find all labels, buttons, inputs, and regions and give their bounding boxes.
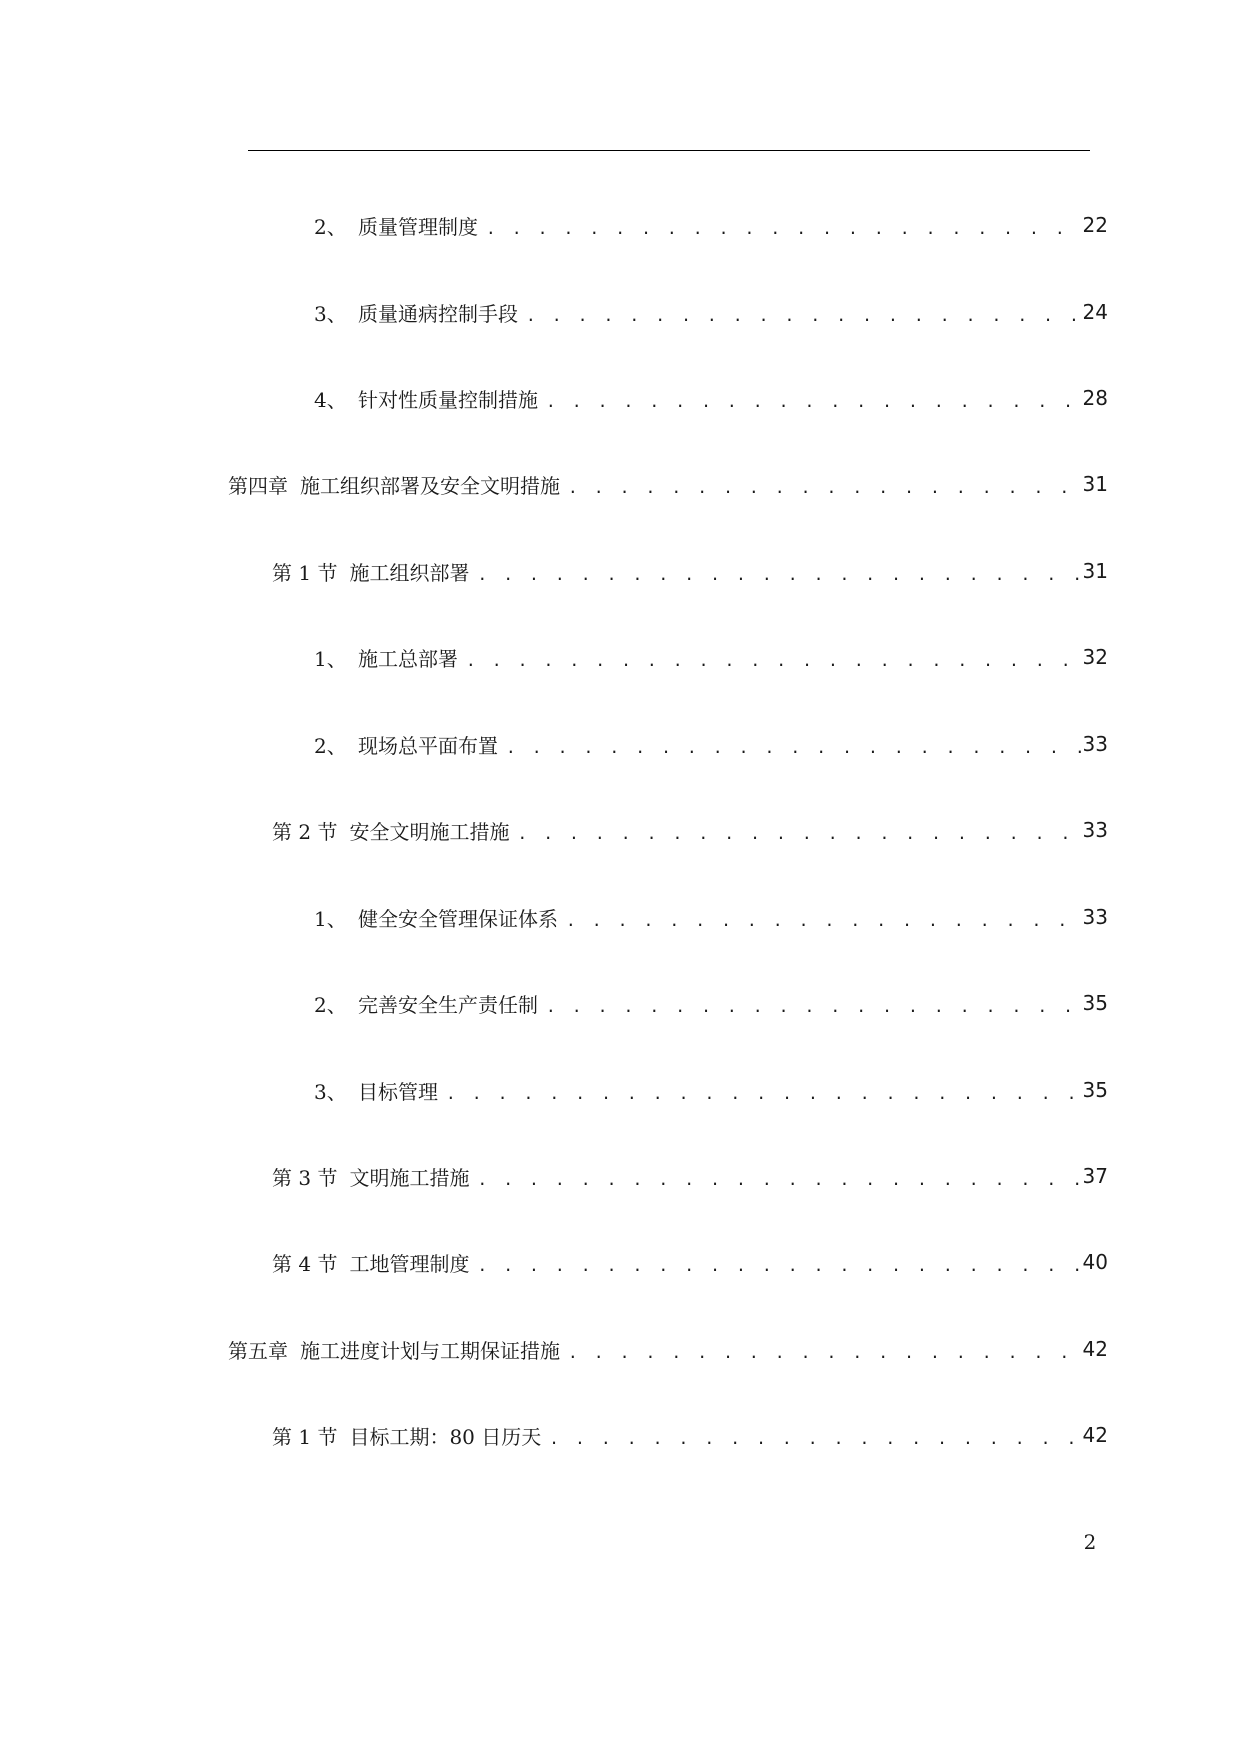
toc-entry-title: 质量管理制度 <box>358 214 478 239</box>
toc-dot-leader <box>446 1078 1081 1103</box>
toc-section-title: 文明施工措施 <box>349 1165 470 1190</box>
toc-dot-leader <box>506 732 1081 757</box>
toc-dot-leader <box>568 472 1081 497</box>
toc-chapter-number: 第五章 <box>228 1338 288 1363</box>
toc-entry-title: 现场总平面布置 <box>358 733 498 758</box>
toc-section-page: 42 <box>1082 1423 1108 1447</box>
toc-entry-number: 3、 <box>314 301 347 326</box>
toc-entry-title: 针对性质量控制措施 <box>358 387 538 412</box>
toc-section-title: 施工组织部署 <box>349 560 470 585</box>
toc-dot-leader <box>546 991 1081 1016</box>
toc-section-number: 第 2 节 <box>272 819 338 844</box>
toc-section-entry[interactable] <box>272 1415 1108 1455</box>
toc-entry[interactable] <box>314 897 1108 937</box>
toc-chapter-page: 42 <box>1082 1337 1108 1361</box>
toc-chapter-page: 31 <box>1082 472 1108 496</box>
toc-chapter-number: 第四章 <box>228 473 288 498</box>
toc-dot-leader <box>477 559 1080 584</box>
toc-entry-number: 1、 <box>314 906 347 931</box>
toc-section-title: 安全文明施工措施 <box>349 819 510 844</box>
toc-entry[interactable] <box>314 1070 1108 1110</box>
toc-section-page: 37 <box>1082 1164 1108 1188</box>
toc-entry-page: 35 <box>1082 991 1108 1015</box>
toc-chapter-title: 施工组织部署及安全文明措施 <box>300 473 560 498</box>
toc-section-entry[interactable] <box>272 810 1108 850</box>
toc-entry-number: 2、 <box>314 733 347 758</box>
toc-entry-page: 28 <box>1082 386 1108 410</box>
toc-entry-page: 33 <box>1082 732 1108 756</box>
toc-entry[interactable] <box>314 378 1108 418</box>
toc-section-number: 第 1 节 <box>272 560 338 585</box>
toc-entry[interactable] <box>314 724 1108 764</box>
toc-entry-number: 1、 <box>314 646 347 671</box>
toc-section-entry[interactable] <box>272 551 1108 591</box>
toc-dot-leader <box>568 1337 1081 1362</box>
toc-entry[interactable] <box>314 983 1108 1023</box>
toc-dot-leader <box>486 213 1081 238</box>
toc-dot-leader <box>477 1164 1080 1189</box>
toc-chapter-title: 施工进度计划与工期保证措施 <box>300 1338 560 1363</box>
toc-entry-page: 24 <box>1082 300 1108 324</box>
toc-entry-number: 3、 <box>314 1079 347 1104</box>
toc-entry-number: 4、 <box>314 387 347 412</box>
toc-dot-leader <box>546 386 1081 411</box>
toc-entry-title: 目标管理 <box>358 1079 438 1104</box>
toc-entry[interactable] <box>314 292 1108 332</box>
toc-dot-leader <box>566 905 1081 930</box>
toc-entry-title: 健全安全管理保证体系 <box>358 906 558 931</box>
toc-entry-number: 2、 <box>314 214 347 239</box>
toc-section-entry[interactable] <box>272 1242 1108 1282</box>
toc-entry-page: 22 <box>1082 213 1108 237</box>
toc-entry-page: 32 <box>1082 645 1108 669</box>
toc-chapter-entry[interactable] <box>228 464 1108 504</box>
toc-section-title: 工地管理制度 <box>349 1251 470 1276</box>
toc-section-number: 第 3 节 <box>272 1165 338 1190</box>
toc-entry-page: 33 <box>1082 905 1108 929</box>
toc-entry[interactable] <box>314 205 1108 245</box>
toc-dot-leader <box>477 1250 1080 1275</box>
toc-entry-title: 质量通病控制手段 <box>358 301 518 326</box>
toc-dot-leader <box>517 818 1080 843</box>
toc-entry-title: 施工总部署 <box>358 646 458 671</box>
page-number: 2 <box>1083 1530 1097 1554</box>
toc-entry[interactable] <box>314 637 1108 677</box>
toc-section-title: 目标工期：80 日历天 <box>349 1424 542 1449</box>
toc-section-page: 33 <box>1082 818 1108 842</box>
toc-dot-leader <box>466 645 1081 670</box>
toc-dot-leader <box>549 1423 1080 1448</box>
toc-section-number: 第 1 节 <box>272 1424 338 1449</box>
toc-section-page: 31 <box>1082 559 1108 583</box>
toc-entry-page: 35 <box>1082 1078 1108 1102</box>
toc-section-entry[interactable] <box>272 1156 1108 1196</box>
toc-section-number: 第 4 节 <box>272 1251 338 1276</box>
toc-entry-title: 完善安全生产责任制 <box>358 992 538 1017</box>
toc-entry-number: 2、 <box>314 992 347 1017</box>
toc-section-page: 40 <box>1082 1250 1108 1274</box>
toc-chapter-entry[interactable] <box>228 1329 1108 1369</box>
toc-dot-leader <box>526 300 1081 325</box>
